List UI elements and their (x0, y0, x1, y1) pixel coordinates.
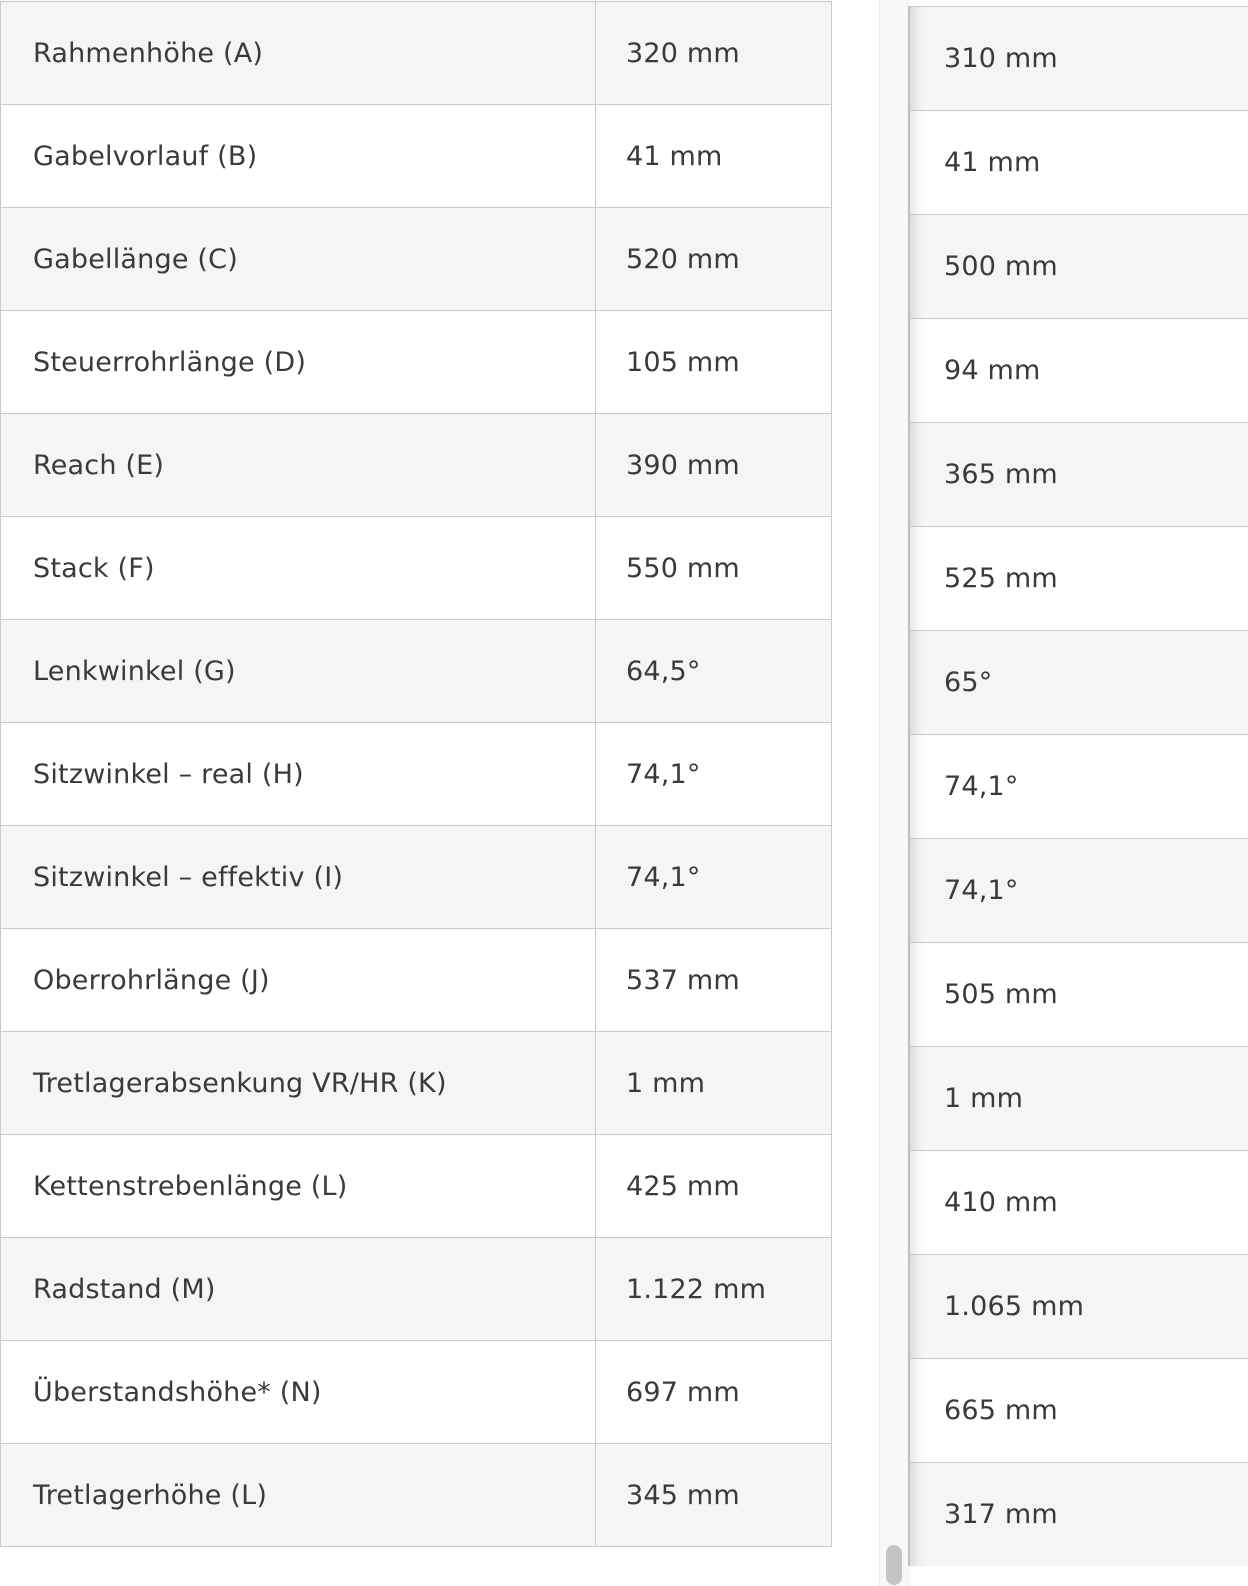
row-label: Lenkwinkel (G) (1, 620, 596, 723)
row-label: Radstand (M) (1, 1238, 596, 1341)
row-value: 1 mm (596, 1032, 832, 1135)
table-row (1, 1135, 832, 1238)
row-label: Sitzwinkel – real (H) (1, 723, 596, 826)
row-value: 320 mm (596, 2, 832, 105)
compare-value-cell: 41 mm (908, 110, 1248, 214)
table-row (1, 1032, 832, 1135)
compare-value-cell: 1 mm (908, 1046, 1248, 1150)
geometry-table (0, 1, 832, 1547)
table-row (1, 723, 832, 826)
compare-value-cell: 94 mm (908, 318, 1248, 422)
compare-value-cell: 65° (908, 630, 1248, 734)
table-row (1, 929, 832, 1032)
row-label: Tretlagerabsenkung VR/HR (K) (1, 1032, 596, 1135)
table-row (1, 517, 832, 620)
table-row (1, 1341, 832, 1444)
row-label: Kettenstrebenlänge (L) (1, 1135, 596, 1238)
row-label: Sitzwinkel – effektiv (I) (1, 826, 596, 929)
row-value: 390 mm (596, 414, 832, 517)
compare-value-cell: 500 mm (908, 214, 1248, 318)
row-value: 520 mm (596, 208, 832, 311)
row-value: 64,5° (596, 620, 832, 723)
row-label: Gabellänge (C) (1, 208, 596, 311)
compare-value-cell: 665 mm (908, 1358, 1248, 1462)
table-row (1, 208, 832, 311)
table-gutter (879, 0, 910, 1586)
row-value: 550 mm (596, 517, 832, 620)
row-value: 425 mm (596, 1135, 832, 1238)
compare-value-cell: 1.065 mm (908, 1254, 1248, 1358)
table-row (1, 311, 832, 414)
row-label: Tretlagerhöhe (L) (1, 1444, 596, 1547)
row-value: 105 mm (596, 311, 832, 414)
table-row (1, 826, 832, 929)
compare-value-cell: 505 mm (908, 942, 1248, 1046)
compare-value-cell: 410 mm (908, 1150, 1248, 1254)
table-row (1, 620, 832, 723)
row-label: Steuerrohrlänge (D) (1, 311, 596, 414)
table-row (1, 2, 832, 105)
row-label: Rahmenhöhe (A) (1, 2, 596, 105)
row-value: 74,1° (596, 723, 832, 826)
row-label: Oberrohrlänge (J) (1, 929, 596, 1032)
row-value: 41 mm (596, 105, 832, 208)
row-value: 697 mm (596, 1341, 832, 1444)
compare-value-cell: 74,1° (908, 734, 1248, 838)
horizontal-scrollbar-thumb[interactable] (886, 1545, 902, 1585)
row-label: Reach (E) (1, 414, 596, 517)
row-label: Gabelvorlauf (B) (1, 105, 596, 208)
table-row (1, 1238, 832, 1341)
compare-value-cell: 365 mm (908, 422, 1248, 526)
table-row (1, 1444, 832, 1547)
compare-value-cell: 310 mm (908, 6, 1248, 110)
table-row (1, 105, 832, 208)
geometry-table-body (1, 2, 832, 1547)
row-value: 74,1° (596, 826, 832, 929)
row-value: 537 mm (596, 929, 832, 1032)
compare-value-cell: 74,1° (908, 838, 1248, 942)
row-label: Überstandshöhe* (N) (1, 1341, 596, 1444)
compare-value-cell: 525 mm (908, 526, 1248, 630)
row-value: 1.122 mm (596, 1238, 832, 1341)
row-label: Stack (F) (1, 517, 596, 620)
table-row (1, 414, 832, 517)
row-value: 345 mm (596, 1444, 832, 1547)
compare-value-cell: 317 mm (908, 1462, 1248, 1566)
compare-size-column (908, 6, 1248, 1566)
